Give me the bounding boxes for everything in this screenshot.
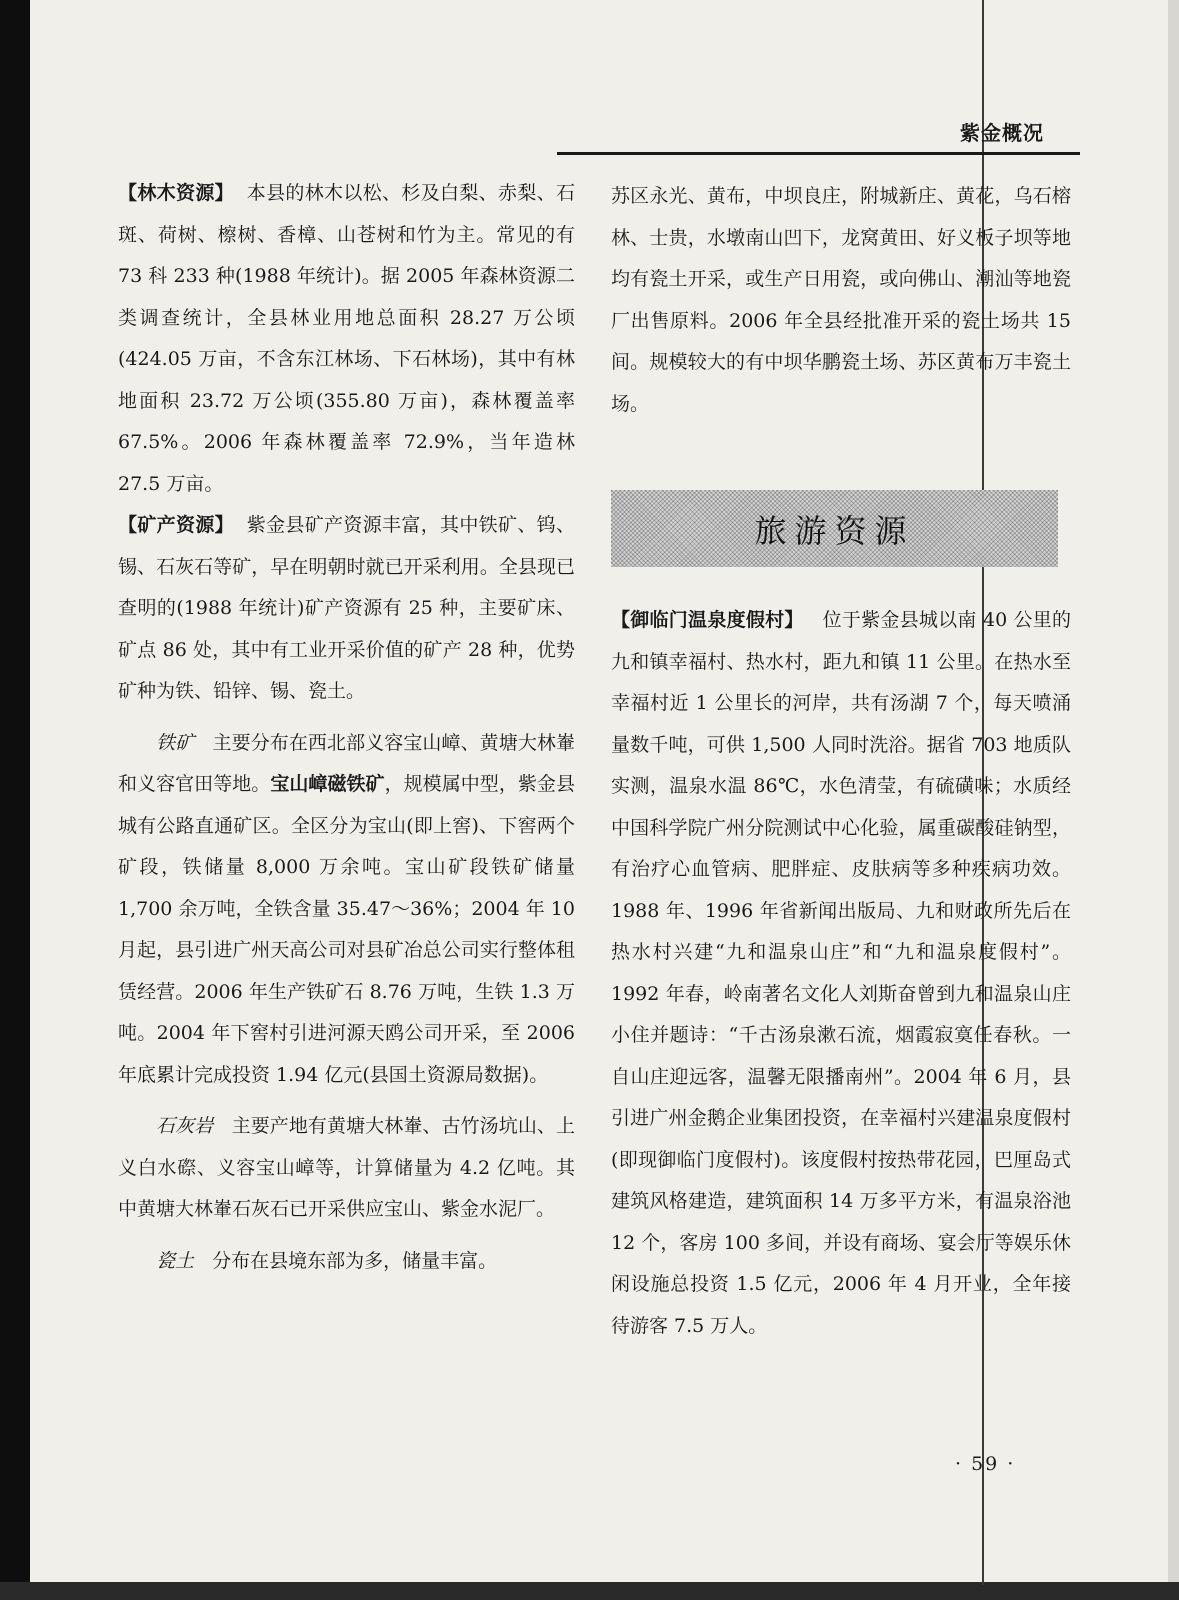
right-column-bottom xyxy=(611,600,1071,1347)
resort-paragraph xyxy=(611,600,1071,1347)
scan-border-left xyxy=(0,0,30,1600)
iron-text-before: 主要分布在西北部义容宝山嶂、黄塘大林輋和义容官田等地。 xyxy=(118,731,575,795)
iron-label: 铁矿 xyxy=(156,731,195,754)
iron-bold-name: 宝山嶂磁铁矿 xyxy=(270,773,385,795)
mineral-text: 紫金县矿产资源丰富，其中铁矿、钨、锡、石灰石等矿，早在明朝时就已开采利用。全县现已查明的(1988 年统计)矿产资源有 25 种，主要矿床、矿点 86 处，其中有工业开采价值的矿产 28 种，优势矿种为铁、铅锌、锡、瓷土。 xyxy=(118,514,575,702)
page-number: · 59 · xyxy=(955,1453,1016,1475)
running-header: 紫金概况 xyxy=(960,121,1044,145)
scan-border-right xyxy=(1168,0,1179,1600)
limestone-paragraph xyxy=(118,1106,575,1231)
limestone-text: 主要产地有黄塘大林輋、古竹汤坑山、上义白水磜、义容宝山嶂等，计算储量为 4.2 亿吨。其中黄塘大林輋石灰石已开采供应宝山、紫金水泥厂。 xyxy=(118,1115,575,1220)
clay-continued-paragraph: 苏区永光、黄布，中坝良庄，附城新庄、黄花，乌石榕林、士贵，水墩南山凹下，龙窝黄田、好义板子坝等地均有瓷土开采，或生产日用瓷，或向佛山、潮汕等地瓷厂出售原料。2006 年全县经批准开采的瓷土场共 15 间。规模较大的有中坝华鹏瓷土场、苏区黄布万丰瓷土场。 xyxy=(611,185,1071,415)
forest-paragraph xyxy=(118,173,575,505)
iron-paragraph xyxy=(118,723,575,1097)
forest-text: 本县的林木以松、杉及白梨、赤梨、石斑、荷树、檫树、香樟、山苍树和竹为主。常见的有 73 科 233 种(1988 年统计)。据 2005 年森林资源二类调查统计，全县林业用地总面积 28.27 万公顷(424.05 万亩，不含东江林场、下石林场)，其中有林地面积 23.72 万公顷(355.80 万亩)，森林覆盖率 67.5%。2006 年森林覆盖率 72.9%，当年造林 27.5 万亩。 xyxy=(118,182,575,495)
section-banner-title: 旅游资源 xyxy=(754,511,915,550)
header-rule xyxy=(557,152,1080,155)
iron-text-after: ，规模属中型，紫金县城有公路直通矿区。全区分为宝山(即上窖)、下窖两个矿段，铁储量 8,000 万余吨。宝山矿段铁矿储量 1,700 余万吨，全铁含量 35.47～36%；2004 年 10 月起，县引进广州天高公司对县矿冶总公司实行整体租赁经营。2006 年生产铁矿石 8.76 万吨，生铁 1.3 万吨。2004 年下窖村引进河源天鸥公司开采，至 2006 年底累计完成投资 1.94 亿元(县国土资源局数据)。 xyxy=(118,773,575,1086)
resort-heading: 【御临门温泉度假村】 xyxy=(611,609,804,631)
clay-label: 瓷土 xyxy=(156,1249,195,1272)
mineral-heading: 【矿产资源】 xyxy=(118,514,234,536)
right-column-top xyxy=(611,176,1071,425)
forest-heading: 【林木资源】 xyxy=(118,182,234,204)
section-banner xyxy=(611,490,1058,567)
left-column xyxy=(118,173,575,1282)
resort-text: 位于紫金县城以南 40 公里的九和镇幸福村、热水村，距九和镇 11 公里。在热水至幸福村近 1 公里长的河岸，共有汤湖 7 个，每天喷涌量数千吨，可供 1,500 人同时洗浴。据省 703 地质队实测，温泉水温 86℃，水色清莹，有硫磺味；水质经中国科学院广州分院测试中心化验，属重碳酸硅钠型，有治疗心血管病、肥胖症、皮肤病等多种疾病功效。1988 年、1996 年省新闻出版局、九和财政所先后在热水村兴建“九和温泉山庄”和“九和温泉度假村”。1992 年春，岭南著名文化人刘斯奋曾到九和温泉山庄小住并题诗：“千古汤泉漱石流，烟霞寂寞任春秋。一自山庄迎远客，温馨无限播南州”。2004 年 6 月，县引进广州金鹅企业集团投资，在幸福村兴建温泉度假村(即现御临门度假村)。该度假村按热带花园，巴厘岛式建筑风格建造，建筑面积 14 万多平方米，有温泉浴池 12 个，客房 100 多间，并设有商场、宴会厅等娱乐休闲设施总投资 1.5 亿元，2006 年 4 月开业，全年接待游客 7.5 万人。 xyxy=(611,609,1071,1337)
limestone-label: 石灰岩 xyxy=(156,1115,214,1137)
mineral-paragraph xyxy=(118,505,575,713)
clay-text: 分布在县境东部为多，储量丰富。 xyxy=(212,1249,498,1272)
scan-border-bottom xyxy=(0,1582,1179,1600)
clay-paragraph xyxy=(118,1241,575,1283)
